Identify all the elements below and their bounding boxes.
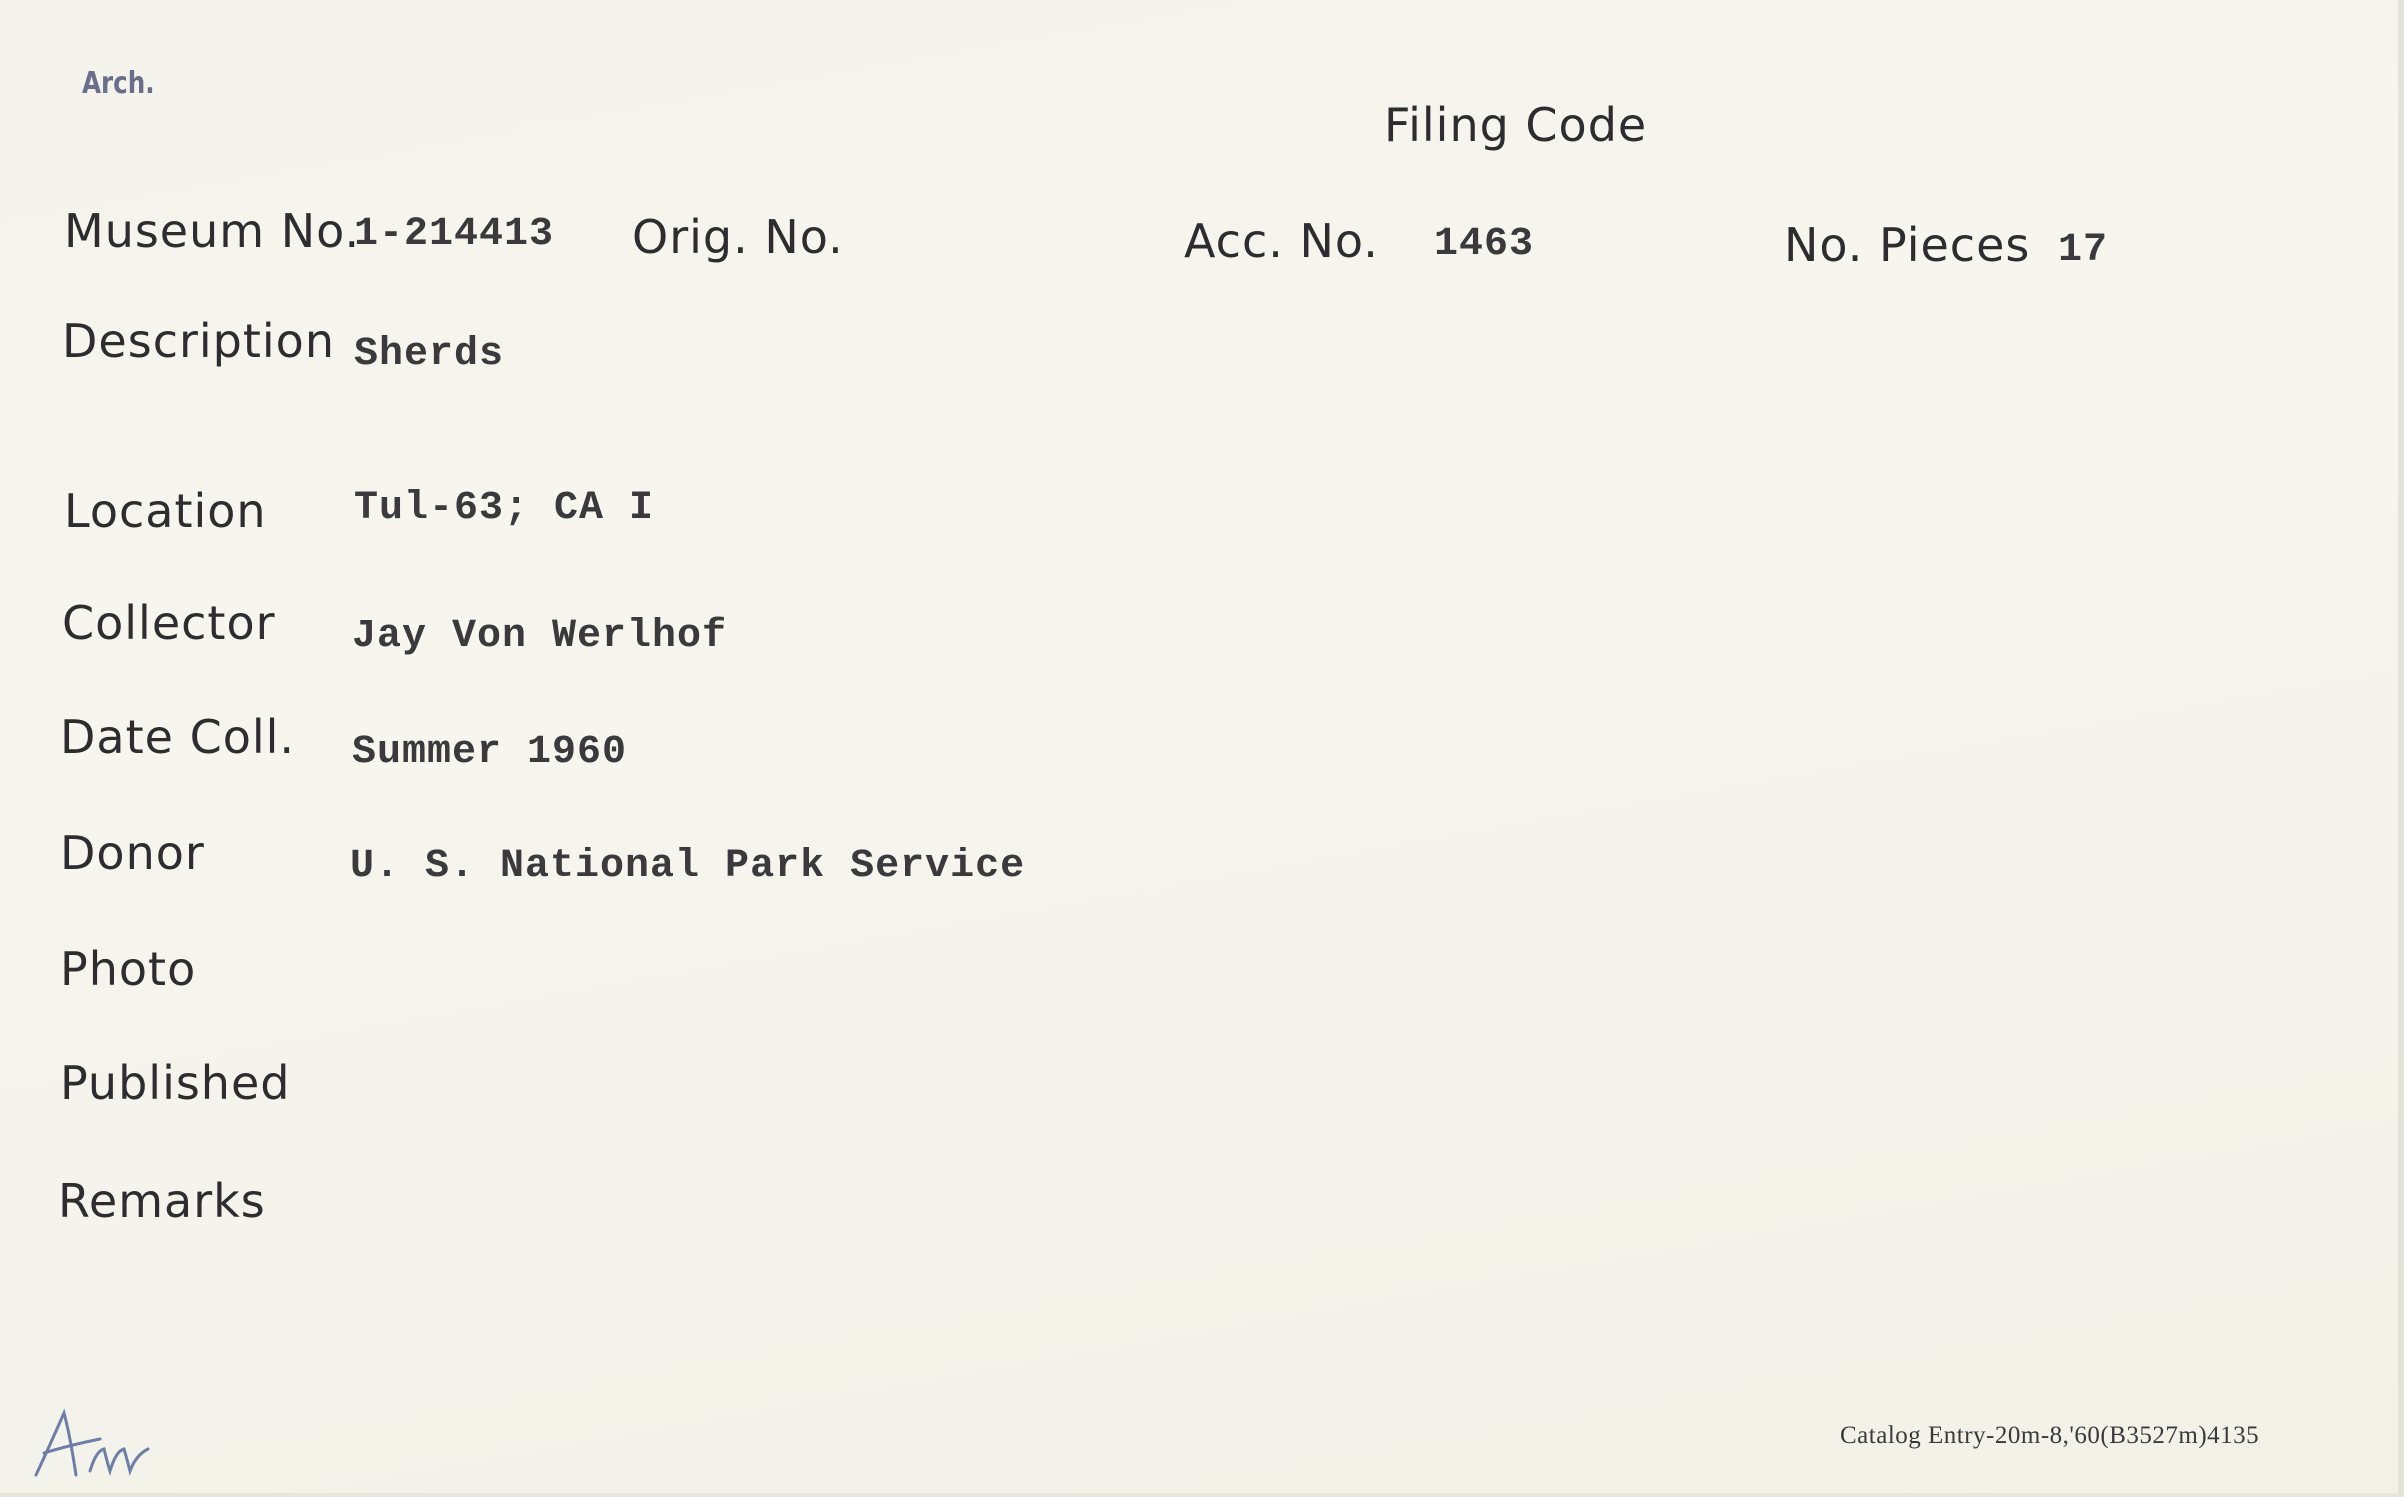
filing-code-label: Filing Code bbox=[1384, 98, 1648, 152]
collector-label: Collector bbox=[62, 596, 276, 650]
acc-no-value: 1463 bbox=[1434, 222, 1535, 267]
catalog-footer: Catalog Entry-20m-8,'60(B3527m)4135 bbox=[1840, 1422, 2260, 1449]
remarks-label: Remarks bbox=[58, 1174, 266, 1228]
orig-no-label: Orig. No. bbox=[632, 210, 844, 264]
donor-label: Donor bbox=[60, 826, 205, 880]
description-value: Sherds bbox=[354, 332, 505, 377]
location-value: Tul-63; CA I bbox=[354, 486, 655, 531]
photo-label: Photo bbox=[60, 942, 197, 996]
no-pieces-label: No. Pieces bbox=[1784, 218, 2031, 272]
published-label: Published bbox=[60, 1056, 291, 1110]
acc-no-label: Acc. No. bbox=[1184, 214, 1379, 268]
museum-no-value: 1-214413 bbox=[354, 212, 555, 257]
date-coll-value: Summer 1960 bbox=[352, 730, 628, 775]
no-pieces-value: 17 bbox=[2058, 228, 2109, 273]
handwritten-initials bbox=[30, 1405, 170, 1485]
description-label: Description bbox=[62, 314, 335, 368]
donor-value: U. S. National Park Service bbox=[350, 844, 1026, 889]
arch-stamp: Arch. bbox=[82, 66, 155, 101]
museum-no-label: Museum No. bbox=[64, 204, 361, 258]
location-label: Location bbox=[64, 484, 267, 538]
date-coll-label: Date Coll. bbox=[60, 710, 296, 764]
collector-value: Jay Von Werlhof bbox=[352, 614, 728, 659]
